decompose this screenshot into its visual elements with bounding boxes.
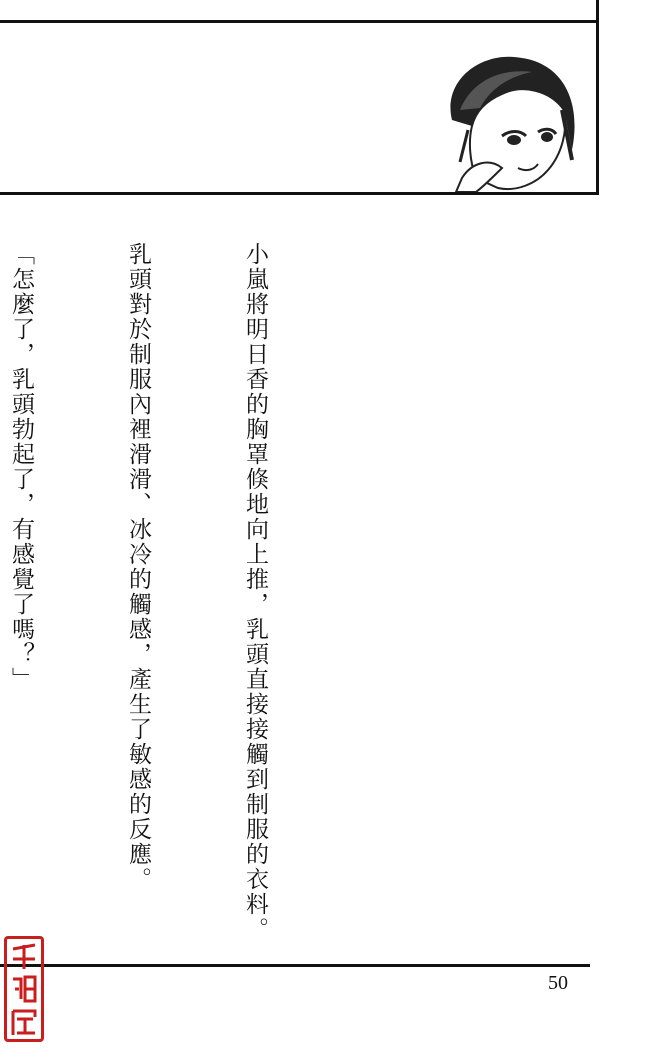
text-column: 小嵐將明日香的胸罩倏地向上推，乳頭直接接觸到制服的衣料。 bbox=[242, 242, 268, 942]
text-column: 「怎麼了，乳頭勃起了，有感覺了嗎？」 bbox=[8, 242, 34, 692]
text-column: 乳頭對於制服內裡滑滑、冰冷的觸感，產生了敏感的反應。 bbox=[125, 242, 151, 892]
girl-portrait-icon bbox=[432, 50, 592, 192]
page-number: 50 bbox=[548, 972, 568, 994]
footer-rule bbox=[0, 964, 590, 967]
novel-body-text bbox=[0, 242, 352, 942]
publisher-seal-icon bbox=[4, 936, 44, 1042]
